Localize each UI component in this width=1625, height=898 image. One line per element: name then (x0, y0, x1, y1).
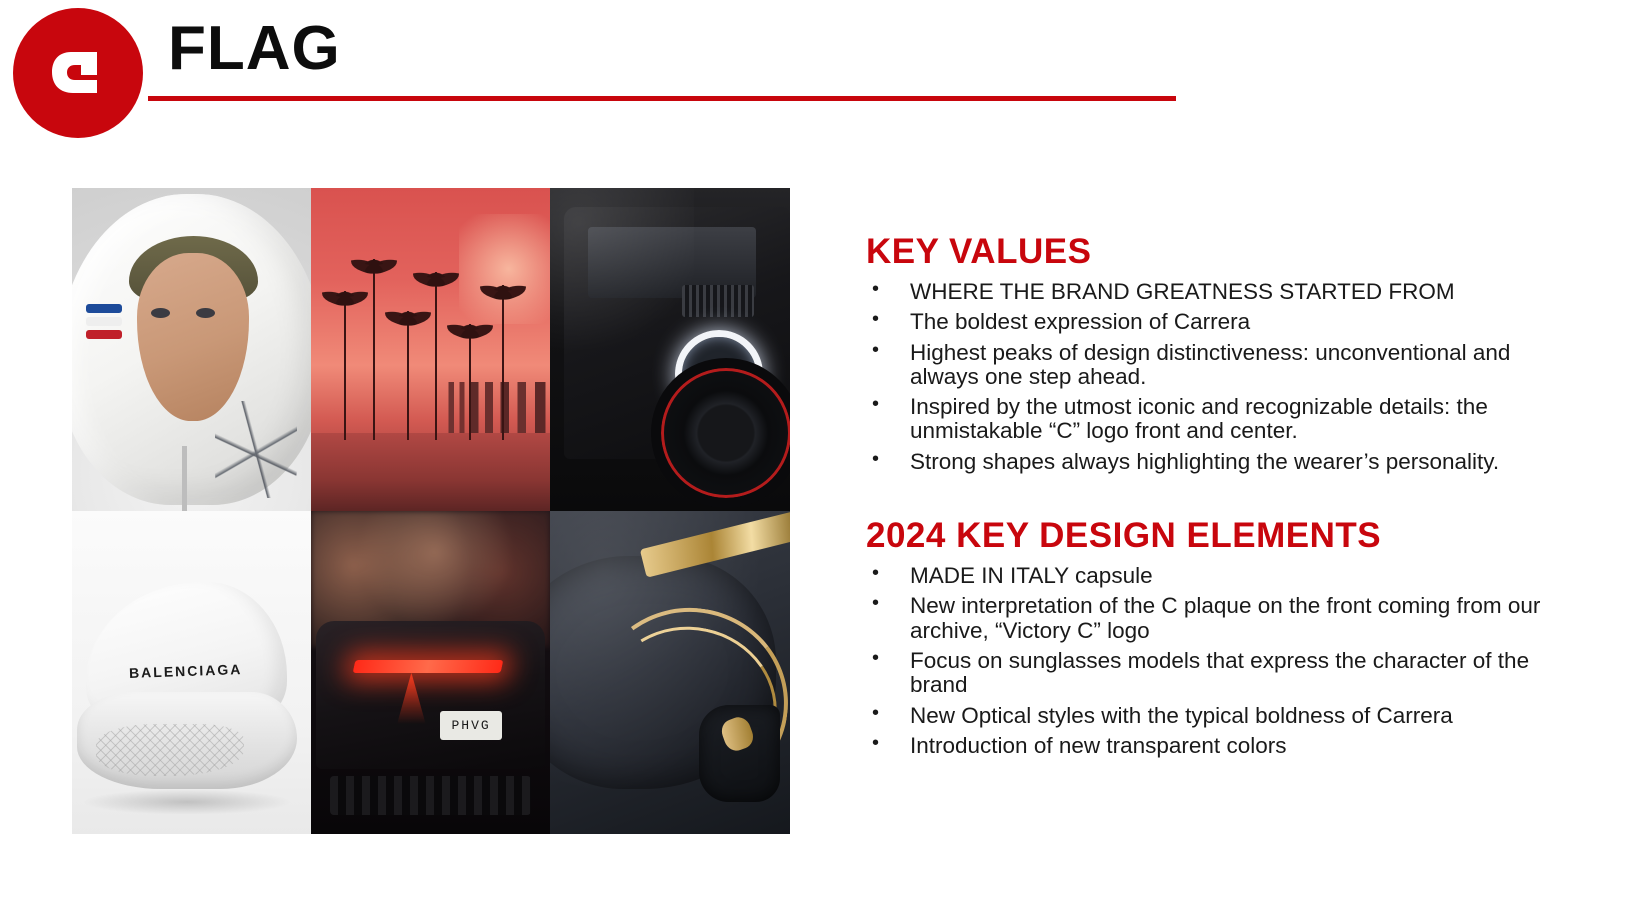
key-values-list (866, 280, 1576, 474)
section-key-values (866, 232, 1576, 474)
image-model-portrait-white-hoodie (72, 188, 311, 511)
license-plate-text: PHVG (440, 711, 502, 740)
image-white-sneaker (72, 511, 311, 834)
image-supercar-rear-taillight (311, 511, 550, 834)
list-item: • Focus on sunglasses models that express the character of the brand (866, 649, 1576, 698)
image-mosaic (72, 188, 790, 834)
section-title-key-values: KEY VALUES (866, 232, 1092, 271)
image-sunglasses-macro-gold-detail (550, 511, 790, 834)
list-item: • WHERE THE BRAND GREATNESS STARTED FROM (866, 280, 1576, 304)
list-item: • New Optical styles with the typical boldness of Carrera (866, 704, 1576, 728)
sneaker-brand-label: BALENCIAGA (129, 660, 243, 681)
list-item: • Inspired by the utmost iconic and recognizable details: the unmistakable “C” logo front and center. (866, 395, 1576, 444)
list-item: • Strong shapes always highlighting the wearer’s personality. (866, 450, 1576, 474)
brand-logo (13, 8, 143, 138)
list-item: • Introduction of new transparent colors (866, 734, 1576, 758)
content-column (866, 232, 1576, 764)
list-item: • Highest peaks of design distinctiveness: unconventional and always one step ahead. (866, 341, 1576, 390)
image-red-palm-trees-sunset-skyline (311, 188, 550, 511)
list-item: • The boldest expression of Carrera (866, 310, 1576, 334)
carrera-c-logo-icon (35, 30, 121, 116)
list-item: • MADE IN ITALY capsule (866, 564, 1576, 588)
section-2024-key-design-elements (866, 516, 1576, 758)
list-item: • New interpretation of the C plaque on the front coming from our archive, “Victory C” logo (866, 594, 1576, 643)
design-elements-list (866, 564, 1576, 758)
page-title: FLAG (168, 14, 341, 83)
image-black-suv-front-headlight (550, 188, 790, 511)
header-divider (148, 96, 1176, 101)
slide-header (0, 0, 1625, 160)
section-title-design-elements: 2024 KEY DESIGN ELEMENTS (866, 516, 1382, 556)
